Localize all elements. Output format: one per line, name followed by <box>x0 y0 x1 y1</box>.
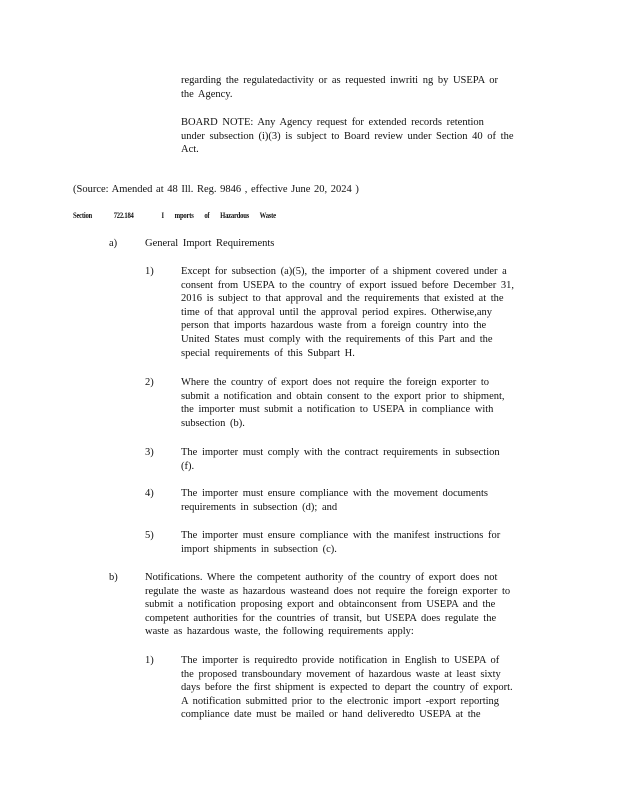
section-title: I mports of Hazardous Waste <box>161 210 276 220</box>
text-line: United States must comply with the requirements of this Part and the <box>181 333 493 345</box>
text-line: A notification submitted prior to the electronic import -export reporting <box>181 695 500 707</box>
text-line: submit a notification and obtain consent to the export prior to shipment, <box>181 390 505 402</box>
text-line: The importer must ensure compliance with the manifest instructions for <box>181 530 501 541</box>
text-line: Except for subsection (a)(5), the importer of a shipment covered under a <box>181 266 507 277</box>
item-paragraph <box>181 487 488 514</box>
item-paragraph <box>181 376 505 430</box>
item-paragraph <box>181 265 514 360</box>
text-line: the Agency. <box>181 88 233 100</box>
text-line: the proposed transboundary movement of hazardous waste at least sixty <box>181 668 501 680</box>
text-line: waste as hazardous waste, the following requirements apply: <box>145 626 414 638</box>
text-line: The importer must comply with the contract requirements in subsection <box>181 447 500 458</box>
item-number: 1) <box>145 655 154 666</box>
text-line: Act. <box>181 144 199 156</box>
text-line: time of that approval until the approval period expires. Otherwise,any <box>181 306 493 318</box>
subsection-heading-a: General Import Requirements <box>145 238 275 249</box>
text-line: days before the first shipment is expected to depart the country of export. <box>181 682 513 694</box>
text-line: regulate the waste as hazardous wasteand does not require the foreign exporter to <box>145 585 511 597</box>
text-line: requirements in subsection (d); and <box>181 501 338 513</box>
section-heading <box>73 210 276 220</box>
subsection-label-b: b) <box>109 572 118 583</box>
text-line: consent from USEPA to the country of export issued before December 31, <box>181 279 515 291</box>
text-line: import shipments in subsection (c). <box>181 543 337 555</box>
item-paragraph <box>181 654 513 722</box>
text-line: competent authorities for the countries of transit, but USEPA does regulate the <box>145 612 497 624</box>
text-line: regarding the regulatedactivity or as requested inwriti ng by USEPA or <box>181 75 499 86</box>
item-number: 3) <box>145 447 154 458</box>
text-line: BOARD NOTE: Any Agency request for extended records retention <box>181 117 484 128</box>
section-label: Section <box>73 210 92 220</box>
board-note <box>181 116 531 157</box>
text-line: Notifications. Where the competent authority of the country of export does not <box>145 572 498 583</box>
text-line: (f). <box>181 460 195 472</box>
subsection-label-a: a) <box>109 238 118 249</box>
item-paragraph <box>181 529 500 556</box>
notifications-paragraph <box>145 571 510 639</box>
item-number: 1) <box>145 266 154 277</box>
text-line: The importer is requiredto provide notification in English to USEPA of <box>181 655 500 666</box>
text-line: The importer must ensure compliance with the movement documents <box>181 488 489 499</box>
item-paragraph <box>181 446 500 473</box>
item-number: 2) <box>145 377 154 388</box>
text-line: special requirements of this Subpart H. <box>181 347 355 359</box>
source-note: (Source: Amended at 48 Ill. Reg. 9846 , effective June 20, 2024 ) <box>73 184 359 195</box>
item-number: 5) <box>145 530 154 541</box>
section-number: 722.184 <box>113 210 134 220</box>
text-line: the importer must submit a notification to USEPA in compliance with <box>181 404 494 416</box>
text-line: submit a notification proposing export and obtainconsent from USEPA and the <box>145 599 496 611</box>
text-line: compliance date must be mailed or hand deliveredto USEPA at the <box>181 709 481 721</box>
text-line: person that imports hazardous waste from a foreign country into the <box>181 320 487 332</box>
text-line: under subsection (i)(3) is subject to Board review under Section 40 of the <box>181 130 514 142</box>
text-line: subsection (b). <box>181 417 245 429</box>
item-number: 4) <box>145 488 154 499</box>
text-line: Where the country of export does not require the foreign exporter to <box>181 377 490 388</box>
text-line: 2016 is subject to that approval and the requirements that existed at the <box>181 293 504 305</box>
carryover-paragraph <box>181 74 531 101</box>
